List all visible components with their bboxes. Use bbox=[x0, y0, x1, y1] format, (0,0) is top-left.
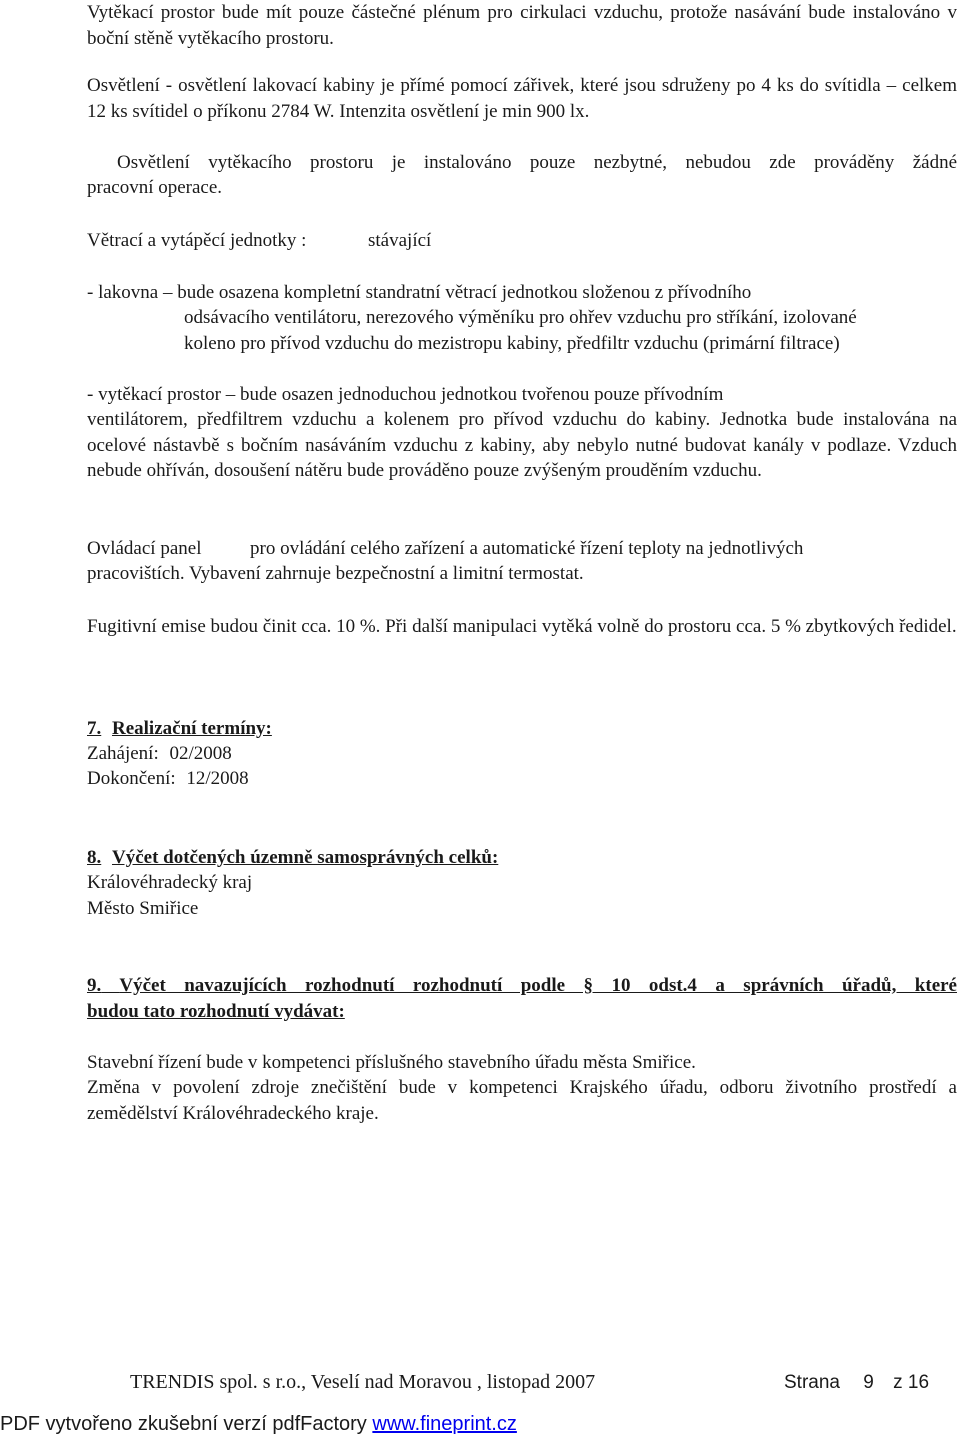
section-9-number: 9. bbox=[87, 975, 102, 996]
fineprint-link[interactable]: www.fineprint.cz bbox=[372, 1413, 517, 1435]
section-7-title: Realizační termíny: bbox=[112, 718, 272, 739]
watermark-text: PDF vytvořeno zkušební verzí pdfFactory bbox=[0, 1413, 367, 1435]
panel-text: pro ovládání celého zařízení a automatické řízení teploty na jednotlivých bbox=[250, 538, 804, 559]
start-date-value: 02/2008 bbox=[169, 743, 232, 764]
footer-page-total: 16 bbox=[907, 1372, 930, 1393]
authority-item: Královéhradecký kraj bbox=[87, 872, 253, 893]
section-9-title-line1 bbox=[87, 973, 957, 999]
section-8-heading bbox=[87, 845, 498, 871]
section-9-heading bbox=[87, 973, 957, 1024]
start-date-row bbox=[87, 741, 232, 767]
building-permit-text: Stavební řízení bude v kompetenci příslušného stavebního úřadu města Smiřice. bbox=[87, 1052, 696, 1073]
end-date-value: 12/2008 bbox=[186, 768, 249, 789]
lakovna-lead: - lakovna – bude osazena kompletní standratní větrací jednotkou složenou z přívodního bbox=[87, 282, 752, 303]
vytekaci-detail: ventilátorem, předfiltrem vzduchu a kolenem pro přívod vzduchu do kabiny. Jednotka bude instalována na ocelové nástavbě s bočním nasáváním vzduchu z kabiny, aby nebylo nutné budovat kanály v podlaze. Vzduch nebude ohříván, dosoušení nátěru bude prováděno pouze zvýšeným prouděním vzduchu. bbox=[87, 409, 957, 481]
panel-text-rest: pracovištích. Vybavení zahrnuje bezpečnostní a limitní termostat. bbox=[87, 563, 584, 584]
section-7-heading bbox=[87, 716, 272, 742]
panel-label: Ovládací panel bbox=[87, 538, 202, 559]
section-9-title: Výčet navazujících rozhodnutí rozhodnutí podle § 10 odst.4 a správních úřadů, které bbox=[119, 975, 957, 996]
end-date-label: Dokončení: bbox=[87, 768, 176, 789]
end-date-row bbox=[87, 766, 249, 792]
emission-permit-text: Změna v povolení zdroje znečištění bude v kompetenci Krajského úřadu, odboru životního prostředí a zemědělství Královéhradeckého kraje. bbox=[87, 1077, 957, 1124]
footer-page-label: Strana bbox=[784, 1372, 840, 1393]
paragraph-plenum: Vytěkací prostor bude mít pouze částečné plénum pro cirkulaci vzduchu, protože nasávání bude instalováno v boční stěně vytěkacího prostoru. bbox=[87, 2, 957, 49]
start-date-label: Zahájení: bbox=[87, 743, 159, 764]
paragraph-lighting-vent-line2: pracovní operace. bbox=[87, 177, 223, 198]
paragraph-lighting: Osvětlení - osvětlení lakovací kabiny je přímé pomocí zářivek, které jsou sdruženy po 4 ks do svítidla – celkem 12 ks svítidel o příkonu 2784 W. Intenzita osvětlení je min 900 lx. bbox=[87, 75, 957, 122]
footer-page-info bbox=[784, 1370, 929, 1396]
authority-item: Město Smiřice bbox=[87, 898, 199, 919]
footer-page-of: z bbox=[893, 1372, 903, 1393]
footer-company: TRENDIS spol. s r.o., Veselí nad Moravou , listopad 2007 bbox=[130, 1371, 596, 1393]
section-9-title-line2: budou tato rozhodnutí vydávat: bbox=[87, 1000, 345, 1022]
section-7-number: 7. bbox=[87, 718, 102, 739]
units-label: Větrací a vytápěcí jednotky : bbox=[87, 230, 307, 251]
section-8-number: 8. bbox=[87, 847, 102, 868]
paragraph-lighting-vent-line1: Osvětlení vytěkacího prostoru je instalováno pouze nezbytné, nebudou zde prováděny žádné bbox=[117, 152, 957, 173]
paragraph-fugitive-emissions: Fugitivní emise budou činit cca. 10 %. Při další manipulaci vytěká volně do prostoru cca. 5 % zbytkových ředidel. bbox=[87, 616, 957, 637]
pdf-watermark bbox=[0, 1410, 517, 1438]
units-value: stávající bbox=[368, 230, 432, 251]
footer-page-number: 9 bbox=[863, 1372, 874, 1393]
vytekaci-lead: - vytěkací prostor – bude osazen jednoduchou jednotkou tvořenou pouze přívodním bbox=[87, 384, 724, 405]
lakovna-detail: odsávacího ventilátoru, nerezového výměníku pro ohřev vzduchu pro stříkání, izolované koleno pro přívod vzduchu do mezistropu kabiny, předfiltr vzduchu (primární filtrace) bbox=[184, 307, 857, 354]
section-8-title: Výčet dotčených územně samosprávných celků: bbox=[112, 847, 499, 868]
